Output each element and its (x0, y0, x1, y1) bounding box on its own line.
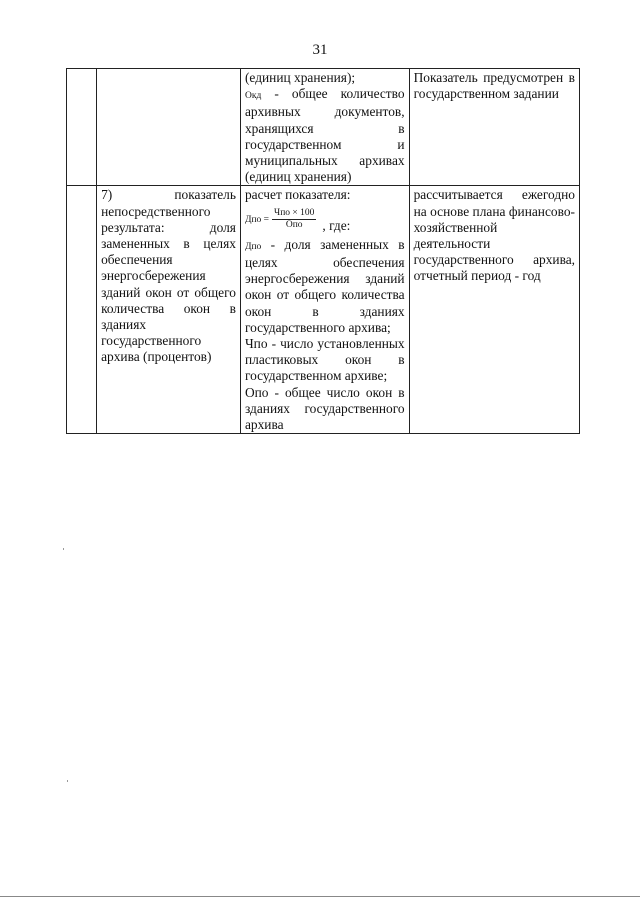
formula-numerator: Чпо × 100 (274, 208, 315, 219)
page-number: 31 (312, 42, 328, 58)
indicator-name-cell (97, 69, 241, 186)
symbol-dpo: Дпо (244, 241, 262, 252)
text-line: (единиц хранения); (244, 70, 356, 85)
formula-fraction (272, 208, 316, 231)
indicator-name-cell: 7) показатель непосредственного результата: доля замененных в целях обеспечения энергосбережения зданий окон от общего количества окон в зданиях государственного архива (процентов) (97, 186, 241, 434)
symbol-okd: Окд (244, 91, 262, 102)
row-number-cell (67, 69, 97, 186)
calculation-cell (240, 186, 409, 434)
formula (245, 206, 405, 234)
source-cell: рассчитывается ежегодно на основе плана финансово-хозяйственной деятельности государственного архива, отчетный период - год (409, 186, 579, 434)
formula-tail: , где: (322, 217, 351, 233)
formula-denominator: Опо (285, 220, 303, 231)
definition-dpo (245, 237, 405, 336)
calc-intro: расчет показателя: (244, 187, 351, 203)
definition-text: - общее количество архивных документов, хранящихся в государственном и муниципальных архивах (единиц хранения) (244, 86, 405, 185)
row-number-cell (67, 186, 97, 434)
definition-opo: Опо - общее число окон в зданиях государственного архива (244, 384, 405, 433)
definition-text: - доля замененных в целях обеспечения энергосбережения зданий окон от общего количества окон в зданиях государственного архива; (244, 236, 405, 335)
source-cell: Показатель предусмотрен в государственном задании (409, 69, 579, 186)
table-row (67, 69, 580, 186)
scan-speck (67, 780, 68, 782)
indicator-table (66, 68, 580, 434)
scan-edge-line (0, 896, 640, 897)
definition-chpo: Чпо - число установленных пластиковых окон в государственном архиве; (244, 336, 405, 384)
formula-lhs: Дпо = (244, 214, 270, 225)
definition-okd (245, 86, 405, 185)
scan-speck (63, 548, 64, 550)
table-row (67, 186, 580, 434)
calculation-cell (240, 69, 409, 186)
